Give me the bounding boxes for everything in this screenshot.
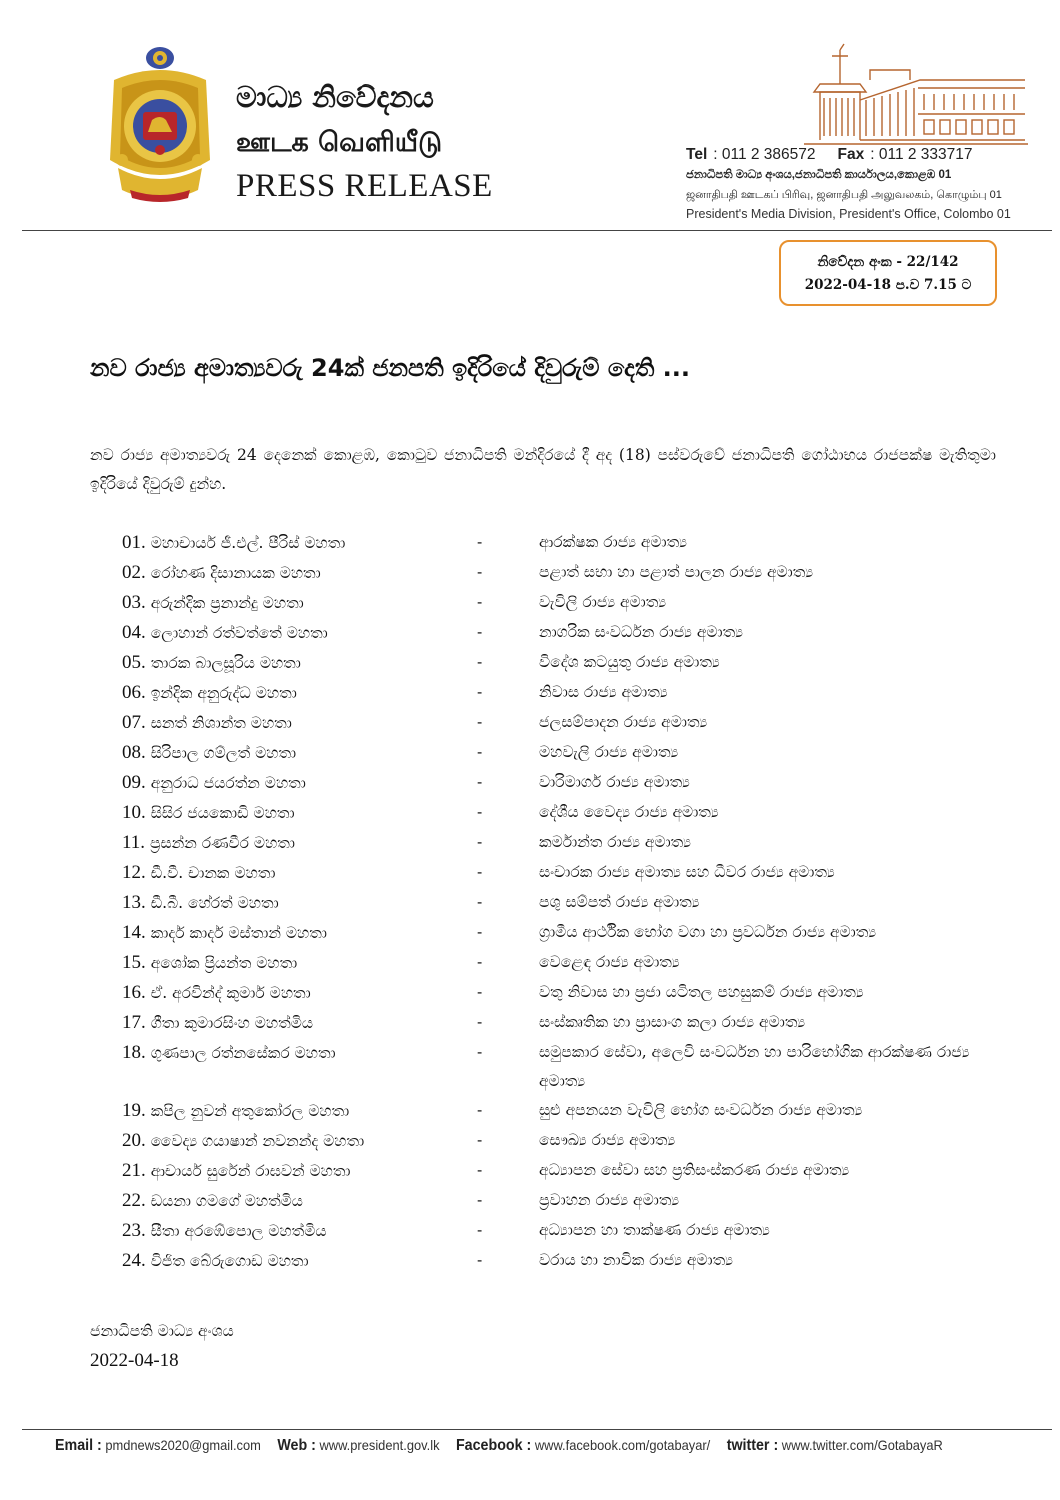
separator-dash: - bbox=[477, 1101, 483, 1119]
facebook-link[interactable]: www.facebook.com/gotabayar/ bbox=[534, 1437, 711, 1453]
minister-name: ගුණපාල රත්නසේකර මහතා bbox=[150, 1044, 336, 1062]
minister-row bbox=[122, 738, 1022, 768]
ministry-title: සංස්කෘතික හා ප්‍රාසාංග කලා රාජ්‍ය අමාත්‍ය bbox=[539, 1013, 806, 1031]
minister-name-cell bbox=[122, 948, 477, 978]
minister-row bbox=[122, 1186, 1022, 1216]
minister-number: 03. bbox=[122, 592, 146, 613]
minister-row bbox=[122, 708, 1022, 738]
minister-name: කාදර් කාදර් මස්තාන් මහතා bbox=[150, 924, 327, 942]
office-address-tamil: ஜனாதிபதி ஊடகப் பிரிவு, ஜனாதிபதி அலுவலகம், கொழும்பு 01 bbox=[686, 189, 1002, 201]
separator-dash: - bbox=[477, 713, 483, 731]
facebook-label: Facebook : bbox=[455, 1437, 532, 1454]
separator-dash: - bbox=[477, 1251, 483, 1269]
ministers-list bbox=[122, 528, 1022, 1276]
ministry-title: ආරක්ෂක රාජ්‍ය අමාත්‍ය bbox=[539, 533, 687, 551]
ministry-title: සෞඛ්‍ය රාජ්‍ය අමාත්‍ය bbox=[539, 1131, 676, 1149]
ministry-title: වෙළෙඳ රාජ්‍ය අමාත්‍ය bbox=[539, 953, 680, 971]
ministry-title: සමුපකාර සේවා, අලෙවි සංවර්ධන හා පාරිභෝගික ආරක්ෂණ රාජ්‍ය අමාත්‍ය bbox=[539, 1043, 970, 1090]
minister-row bbox=[122, 1096, 1022, 1126]
minister-row bbox=[122, 1126, 1022, 1156]
minister-name-cell bbox=[122, 1246, 477, 1276]
minister-name: කපිල නුවන් අතුකෝරල මහතා bbox=[150, 1102, 350, 1120]
minister-name-cell bbox=[122, 1216, 477, 1246]
minister-name-cell bbox=[122, 1186, 477, 1216]
separator-dash: - bbox=[477, 593, 483, 611]
minister-number: 14. bbox=[122, 922, 146, 943]
minister-name-cell bbox=[122, 558, 477, 588]
minister-row bbox=[122, 798, 1022, 828]
separator-dash: - bbox=[477, 1013, 483, 1031]
minister-name-cell bbox=[122, 588, 477, 618]
minister-name: මහාචාර්ය ජී.එල්. පීරිස් මහතා bbox=[150, 534, 346, 552]
separator-dash: - bbox=[477, 983, 483, 1001]
separator-dash: - bbox=[477, 1191, 483, 1209]
intro-paragraph: නව රාජ්‍ය අමාත්‍යවරු 24 දෙනෙක් කොළඹ, කොටුව ජනාධිපති මන්දිරයේ දී අද (18) පස්වරුවේ ජනාධිපති ගෝඨාභය රාජපක්ෂ මැතිතුමා ඉදිරියේ දිවුරුම් දුන්හ. bbox=[90, 446, 996, 493]
minister-number: 19. bbox=[122, 1100, 146, 1121]
minister-name: ඩී.වී. චානක මහතා bbox=[150, 864, 276, 882]
ministry-title: වාරිමාර්ග රාජ්‍ය අමාත්‍ය bbox=[539, 773, 690, 791]
minister-number: 15. bbox=[122, 952, 146, 973]
contact-phone-fax bbox=[686, 146, 973, 164]
minister-row bbox=[122, 1008, 1022, 1038]
separator-dash: - bbox=[477, 923, 483, 941]
minister-name-cell bbox=[122, 528, 477, 558]
minister-row bbox=[122, 948, 1022, 978]
minister-name-cell bbox=[122, 1156, 477, 1186]
minister-row bbox=[122, 918, 1022, 948]
minister-name-cell bbox=[122, 1038, 477, 1096]
ministry-title: සංචාරක රාජ්‍ය අමාත්‍ය සහ ධීවර රාජ්‍ය අමාත්‍ය bbox=[539, 863, 835, 881]
minister-name: අරුන්දික ප්‍රනාන්දු මහතා bbox=[150, 594, 304, 612]
minister-name-cell bbox=[122, 1126, 477, 1156]
minister-name: වෛද්‍ය ගයාෂාන් නවනන්ද මහතා bbox=[150, 1132, 365, 1150]
minister-row bbox=[122, 588, 1022, 618]
minister-name: විජිත බේරුගොඩ මහතා bbox=[150, 1252, 309, 1270]
signature-date: 2022-04-18 bbox=[90, 1350, 179, 1371]
twitter-label: twitter : bbox=[726, 1437, 779, 1454]
minister-name-cell bbox=[122, 648, 477, 678]
minister-row bbox=[122, 1216, 1022, 1246]
minister-number: 02. bbox=[122, 562, 146, 583]
minister-row bbox=[122, 1038, 1022, 1096]
minister-row bbox=[122, 648, 1022, 678]
press-release-title-english: PRESS RELEASE bbox=[236, 168, 493, 204]
minister-row bbox=[122, 1156, 1022, 1186]
sri-lanka-emblem-logo bbox=[100, 40, 220, 210]
minister-row bbox=[122, 528, 1022, 558]
minister-number: 09. bbox=[122, 772, 146, 793]
ministry-title: අධ්‍යාපන හා තාක්ෂණ රාජ්‍ය අමාත්‍ය bbox=[539, 1221, 770, 1239]
separator-dash: - bbox=[477, 743, 483, 761]
minister-number: 04. bbox=[122, 622, 146, 643]
minister-number: 01. bbox=[122, 532, 146, 553]
minister-name-cell bbox=[122, 918, 477, 948]
separator-dash: - bbox=[477, 1161, 483, 1179]
minister-number: 24. bbox=[122, 1250, 146, 1271]
minister-name-cell bbox=[122, 858, 477, 888]
minister-number: 13. bbox=[122, 892, 146, 913]
tel-label: Tel bbox=[686, 146, 708, 163]
minister-name: ලොහාන් රත්වත්තේ මහතා bbox=[150, 624, 328, 642]
separator-dash: - bbox=[477, 563, 483, 581]
separator-dash: - bbox=[477, 803, 483, 821]
minister-name-cell bbox=[122, 828, 477, 858]
minister-name: ගීතා කුමාරසිංහ මහත්මිය bbox=[150, 1014, 314, 1032]
minister-name: ඩයනා ගමගේ මහත්මිය bbox=[150, 1192, 303, 1210]
minister-name-cell bbox=[122, 678, 477, 708]
separator-dash: - bbox=[477, 863, 483, 881]
ministry-title: විදේශ කටයුතු රාජ්‍ය අමාත්‍ය bbox=[539, 653, 720, 671]
ministry-title: ප්‍රවාහන රාජ්‍ය අමාත්‍ය bbox=[539, 1191, 680, 1209]
minister-name: සිරිපාල ගම්ලත් මහතා bbox=[150, 744, 297, 762]
minister-name: ඩී.බී. හේරත් මහතා bbox=[150, 894, 279, 912]
minister-number: 12. bbox=[122, 862, 146, 883]
minister-name-cell bbox=[122, 1008, 477, 1038]
separator-dash: - bbox=[477, 833, 483, 851]
minister-name: තාරක බාලසූරිය මහතා bbox=[150, 654, 301, 672]
minister-name-cell bbox=[122, 1096, 477, 1126]
minister-name: රෝහණ දිසානායක මහතා bbox=[150, 564, 321, 582]
reference-number: නිවේදන අංක - 22/142 bbox=[817, 254, 959, 270]
separator-dash: - bbox=[477, 773, 483, 791]
minister-number: 18. bbox=[122, 1042, 146, 1063]
headline: නව රාජ්‍ය අමාත්‍යවරු 24ක් ජනපති ඉදිරියේ දිවුරුම් දෙති ... bbox=[90, 354, 691, 382]
minister-name-cell bbox=[122, 798, 477, 828]
minister-number: 08. bbox=[122, 742, 146, 763]
ministry-title: පළාත් සභා හා පළාත් පාලන රාජ්‍ය අමාත්‍ය bbox=[539, 563, 814, 581]
minister-row bbox=[122, 678, 1022, 708]
web-link[interactable]: www.president.gov.lk bbox=[319, 1437, 440, 1453]
office-address-sinhala: ජනාධිපති මාධ්‍ය අංශය,ජනාධිපති කාර්යාලය,කොළඹ 01 bbox=[686, 169, 952, 181]
minister-row bbox=[122, 558, 1022, 588]
separator-dash: - bbox=[477, 623, 483, 641]
header-divider bbox=[22, 230, 1052, 231]
minister-name-cell bbox=[122, 708, 477, 738]
minister-row bbox=[122, 768, 1022, 798]
minister-name-cell bbox=[122, 768, 477, 798]
press-release-title-sinhala: මාධ්‍ය නිවේදනය bbox=[236, 80, 434, 114]
minister-number: 06. bbox=[122, 682, 146, 703]
minister-number: 11. bbox=[122, 832, 146, 853]
ministry-title: නාගරික සංවර්ධන රාජ්‍ය අමාත්‍ය bbox=[539, 623, 743, 641]
minister-name-cell bbox=[122, 978, 477, 1008]
separator-dash: - bbox=[477, 893, 483, 911]
minister-row bbox=[122, 828, 1022, 858]
minister-name: ඒ. අරවින්ද් කුමාර් මහතා bbox=[150, 984, 311, 1002]
minister-number: 05. bbox=[122, 652, 146, 673]
fax-number: : 011 2 333717 bbox=[870, 146, 973, 163]
footer-contacts bbox=[55, 1437, 943, 1455]
ministry-title: ග්‍රාමීය ආර්ථික භෝග වගා හා ප්‍රවර්ධන රාජ්‍ය අමාත්‍ය bbox=[539, 923, 877, 941]
minister-row bbox=[122, 978, 1022, 1008]
minister-name: ආචාර්ය සුරේන් රාඝවන් මහතා bbox=[150, 1162, 351, 1180]
minister-row bbox=[122, 888, 1022, 918]
ministry-title: ජලසම්පාදන රාජ්‍ය අමාත්‍ය bbox=[539, 713, 708, 731]
press-release-title-tamil: ஊடக வெளியீடு bbox=[236, 127, 443, 158]
ministry-title: පශු සම්පත් රාජ්‍ය අමාත්‍ය bbox=[539, 893, 700, 911]
tel-number: : 011 2 386572 bbox=[713, 146, 816, 163]
reference-box bbox=[779, 240, 997, 306]
presidents-house-sketch bbox=[800, 40, 1030, 146]
minister-name: ප්‍රසන්න රණවීර මහතා bbox=[149, 834, 295, 852]
minister-name: අනුරාධ ජයරත්න මහතා bbox=[150, 774, 306, 792]
minister-number: 16. bbox=[122, 982, 146, 1003]
minister-number: 17. bbox=[122, 1012, 146, 1033]
minister-name: අශෝක ප්‍රියන්ත මහතා bbox=[150, 954, 298, 972]
signature-division: ජනාධිපති මාධ්‍ය අංශය bbox=[90, 1322, 234, 1340]
fax-label: Fax bbox=[837, 146, 865, 163]
separator-dash: - bbox=[477, 953, 483, 971]
separator-dash: - bbox=[477, 1043, 483, 1061]
minister-name: සීතා අරඹේපොල මහත්මිය bbox=[150, 1222, 327, 1240]
office-address-english: President's Media Division, President's Office, Colombo 01 bbox=[686, 207, 1011, 221]
minister-row bbox=[122, 618, 1022, 648]
ministry-title: වැවිලි රාජ්‍ය අමාත්‍ය bbox=[539, 593, 667, 611]
minister-number: 07. bbox=[122, 712, 146, 733]
footer-divider bbox=[22, 1429, 1052, 1430]
minister-row bbox=[122, 858, 1022, 888]
minister-name-cell bbox=[122, 618, 477, 648]
ministry-title: අධ්‍යාපන සේවා සහ ප්‍රතිසංස්කරණ රාජ්‍ය අමාත්‍ය bbox=[539, 1161, 850, 1179]
ministry-title: වතු නිවාස හා ප්‍රජා යටිතල පහසුකම් රාජ්‍ය අමාත්‍ය bbox=[539, 983, 864, 1001]
web-label: Web : bbox=[277, 1437, 316, 1454]
ministry-title: වරාය හා නාවික රාජ්‍ය අමාත්‍ය bbox=[539, 1251, 733, 1269]
minister-number: 20. bbox=[122, 1130, 146, 1151]
ministry-title: කර්මාන්ත රාජ්‍ය අමාත්‍ය bbox=[539, 833, 691, 851]
minister-name-cell bbox=[122, 738, 477, 768]
minister-name-cell bbox=[122, 888, 477, 918]
minister-number: 21. bbox=[122, 1160, 146, 1181]
minister-row bbox=[122, 1246, 1022, 1276]
separator-dash: - bbox=[477, 653, 483, 671]
minister-name: ඉන්දික අනුරුද්ධ මහතා bbox=[150, 684, 297, 702]
ministry-title: මහවැලි රාජ්‍ය අමාත්‍ය bbox=[539, 743, 679, 761]
email-label: Email : bbox=[55, 1437, 102, 1454]
ministry-title: දේශීය වෛද්‍ය රාජ්‍ය අමාත්‍ය bbox=[539, 803, 719, 821]
reference-datetime: 2022-04-18 ප.ව 7.15 ට bbox=[804, 277, 972, 293]
separator-dash: - bbox=[477, 1131, 483, 1149]
separator-dash: - bbox=[477, 533, 483, 551]
minister-number: 10. bbox=[122, 802, 146, 823]
minister-number: 22. bbox=[122, 1190, 146, 1211]
twitter-link[interactable]: www.twitter.com/GotabayaR bbox=[781, 1437, 943, 1453]
minister-number: 23. bbox=[122, 1220, 146, 1241]
ministry-title: නිවාස රාජ්‍ය අමාත්‍ය bbox=[539, 683, 668, 701]
ministry-title: සුළු අපනයන වැවිලි භෝග සංවර්ධන රාජ්‍ය අමාත්‍ය bbox=[539, 1101, 863, 1119]
minister-name: සනත් නිශාන්ත මහතා bbox=[150, 714, 292, 732]
separator-dash: - bbox=[477, 1221, 483, 1239]
email-link[interactable]: pmdnews2020@gmail.com bbox=[105, 1437, 261, 1453]
separator-dash: - bbox=[477, 683, 483, 701]
minister-name: සිසිර ජයකොඩි මහතා bbox=[150, 804, 295, 822]
